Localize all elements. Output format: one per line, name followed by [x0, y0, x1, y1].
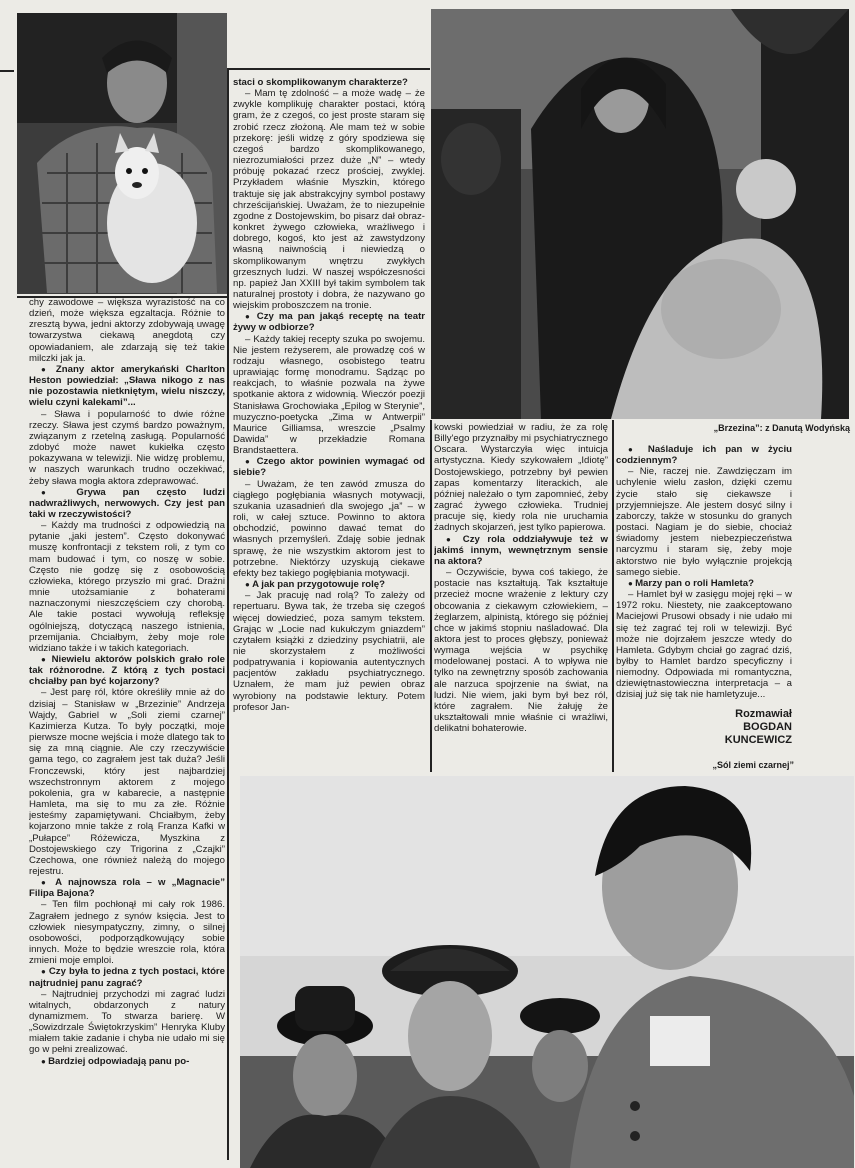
interview-question: ● Niewielu aktorów polskich grało role tak różnorodne. Z którą z tych postaci chciałby pan być kojarzony?: [29, 654, 225, 687]
article-column-1: [29, 297, 225, 1165]
signature-line: Rozmawiał: [735, 708, 792, 720]
column-divider: [227, 70, 229, 1160]
photo-caption-brzezina: „Brzezina”: z Danutą Wodyńską: [713, 423, 850, 433]
interview-paragraph: – Najtrudniej przychodzi mi zagrać ludzi witalnych, obdarzonych z natury dynamizmem. To stwarza barierę. W „Sowizdrzale Świętokrzyskim” Henryka Kluby miałem takie zadanie i chyba nie udało mi się go w pełni zrealizować.: [29, 988, 225, 1056]
column-divider: [430, 420, 432, 772]
article-column-3: [434, 422, 608, 772]
interview-question: ● Czy ma pan jakąś receptę na teatr żywy w odbiorze?: [233, 311, 425, 333]
signature-line: KUNCEWICZ: [724, 734, 792, 746]
article-column-4: [616, 444, 792, 706]
interview-question: ● Grywa pan często ludzi nadwrażliwych, nerwowych. Czy jest pan taki w rzeczywistości?: [29, 487, 225, 520]
interview-paragraph: – Jak pracuję nad rolą? To zależy od repertuaru. Bywa tak, że trzeba się czegoś więcej dowiedzieć, poza samym tekstem. Grając w „Locie nad kukułczym gniazdem” czytałem książki z dziedziny psychiatrii, ale nie skorzystałem z możliwości podpatrywania i kopiowania autentycznych pacjentów zakładu psychiatrycznego. Uznałem, że mam już pewien obraz wyrobiony na podstawie lektury. Potem profesor Jan-: [233, 590, 425, 713]
interview-paragraph: – Jest parę ról, które określiły mnie aż do dzisiaj – Stanisław w „Brzezinie” Andrzeja Wajdy, Gabriel w „Soli ziemi czarnej” Kazimierza Kutza. To były początki, moje pierwsze mocne wejścia i może dlatego tak to się za mną ciągnie. Ale czy rzeczywiście gama tego, co zagrałem jest tak duża? Jeśli Fronczewski, który jest najbardziej wszechstronnym aktorem z mojego pokolenia, gra w kabarecie, a następnie Hamleta, ma się to mu za złe. Różnie jesteśmy zapamiętywani. Chciałbym, żeby kojarzono mnie także z rolą Franza Kafki w „Pułapce” Różewicza, Myszkina z Dostojewskiego czy Trigorina z „Czajki” Czechowa, one również należą do mojego rejestru.: [29, 687, 225, 877]
interview-paragraph: – Każdy ma trudności z odpowiedzią na pytanie „jaki jestem”. Często dokonywać muszę konfrontacji z tekstem roli, z tym co mam budować i tym, co noszę w sobie. Często nie godzę się z osobowością człowieka, którego przyszło mi grać. Drażni mnie utożsamianie z bohaterami naznaczonymi nieszczęściem czy chorobą. Ale takie postaci wywołują refleksję ogólniejszą, dotyczącą naszego istnienia, przemijania. Chciałbym, żeby moje role widziano także i w takich kategoriach.: [29, 520, 225, 654]
interview-paragraph: staci o skomplikowanym charakterze?: [233, 77, 408, 88]
interview-question: ● Naśladuje ich pan w życiu codziennym?: [616, 444, 792, 466]
interview-paragraph: – Sława i popularność to dwie różne rzeczy. Sława jest czymś bardzo poważnym, związanym z rzetelną zasługą. Popularność zdobyć może nawet kukiełka często pokazywana w telewizji. Nie widzę problemu, w naszych warunkach trudno oczekiwać, żeby sława mogła aktora zdeprawować.: [29, 408, 225, 487]
interview-question: ● Czego aktor powinien wymagać od siebie?: [233, 456, 425, 478]
interview-paragraph: kowski powiedział w radiu, że za rolę Billy'ego przyznałby mi psychiatrycznego Oscara. Wystarczyła więc intuicja artystyczna. Kiedy szykowałem „Idiotę” Dostojewskiego, potrzebny był pewien zapas komentarzy literackich, ale później należało o tym zapomnieć, żeby zagrać żywego człowieka. Trudniej pracuje się, kiedy rola nie uruchamia żadnych skojarzeń, jest tylko papierowa.: [434, 422, 608, 534]
interview-paragraph: – Hamlet był w zasięgu mojej ręki – w 1972 roku. Niestety, nie zaakceptowano Maciejowi Prusowi obsady i nie udało mi się też zagrać tej roli w telewizji. Być może nie dojrzałem jeszcze wtedy do Hamleta. Gdybym chciał go zagrać dziś, byłby to Hamlet bardzo specyficzny i niemodny. Odpowiada mi romantyczna, dziewiętnastowieczna interpretacja – a dzisiaj już się tak nie hamletyzuje...: [616, 589, 792, 701]
left-edge-rule: [0, 70, 14, 72]
photo-man-with-dog: [17, 13, 227, 294]
interview-paragraph: – Oczywiście, bywa coś takiego, że postacie nas kształtują. Tak kształtuje przecież mocne wrażenie z lektury czy obcowania z ciekawym człowiekiem, – żeglarzem, alpinistą, którego się później chce w jakimś stopniu naśladować. Dla aktora jest to proces głębszy, ponieważ wymaga wejścia w psychikę modelowanej postaci. A to wpływa nie tylko na zewnętrzny sposób zachowania ale narzuca spojrzenie na świat, na ludzi. Nie wiem, jaki bym był bez ról, które zagrałem. Nie żałuję że ukształtowali mnie właśnie ci wrażliwi, delikatni bohaterowie.: [434, 567, 608, 735]
interview-paragraph: – Ten film pochłonął mi cały rok 1986. Zagrałem jednego z synów księcia. Jest to człowiek niesympatyczny, zimny, o silnej osobowości, podporządkowujący sobie innych. Może to będzie wreszcie rola, która zmieni moje emploi.: [29, 899, 225, 967]
interview-question: ● Marzy pan o roli Hamleta?: [616, 578, 792, 589]
interview-question: ● Znany aktor amerykański Charlton Heston powiedział: „Sława nikogo z nas nie pozostawia nietkniętym, wielu niszczy, wielu czyni kalekami”...: [29, 364, 225, 409]
interview-question: ● Bardziej odpowiadają panu po-: [29, 1056, 225, 1067]
article-column-2: [233, 77, 425, 753]
interview-paragraph: – Uważam, że ten zawód zmusza do ciągłego pogłębiania własnych motywacji, szukania uzasadnień dla swojego „ja” – w roli, w całej sztuce. Powinno to aktora obchodzić, powinno dawać temat do własnych przemyśleń. Zdaję sobie jednak sprawę, że nie wszystkim aktorom jest to potrzebne. Niektórzy uzyskują ciekawe efekty bez takiego pogłębiania motywacji.: [233, 478, 425, 579]
photo-sol-ziemi-czarnej-scene: [240, 776, 854, 1168]
photo-caption-sol-ziemi-czarnej: „Sól ziemi czarnej”: [712, 760, 794, 770]
interview-question: ● A najnowsza rola – w „Magnacie” Filipa Bajona?: [29, 877, 225, 899]
interview-paragraph: – Mam tę zdolność – a może wadę – że zwykle komplikuję charakter postaci, którą gram, że z czegoś, co jest proste staram się zrobić rzecz złożoną. Ale mam też w sobie przekorę: jeśli widzę z góry spodziewa się czegoś bardzo skomplikowanego, niezrozumiałości przez duże „N” – wtedy próbuję pokazać rzecz prościej, zwyklej. Przykładem właśnie Myszkin, którego traktuje się jak abstrakcyjny symbol postawy chrześcijańskiej. Uważam, że to niezupełnie zgodne z Dostojewskim, bo pisarz dał obraz-konkret żywego człowieka, wrażliwego i dobrego, kogoś, kto jest aż zawstydzony własną naiwnością i niewiedzą o skomplikowanym wnętrzu zwykłych grzesznych ludzi. W naszej współczesności np. papież Jan XXIII był takim symbolem tak naturalnej prostoty i dobra, że nazywano go wiejskim proboszczem na tronie.: [233, 88, 425, 312]
interview-question: ● Czy rola oddziaływuje też w jakimś innym, wewnętrznym sensie na aktora?: [434, 534, 608, 567]
column-divider: [612, 420, 614, 772]
interview-question: ● A jak pan przygotowuje rolę?: [233, 579, 425, 590]
photo-brzezina-scene: [431, 9, 849, 419]
interview-paragraph: – Każdy takiej recepty szuka po swojemu. Nie jestem reżyserem, ale prowadzę coś w rodzaju własnego, osobistego teatru uprawiając formę monodramu. Sądząc po reakcjach, to właśnie pozwala na żywe spotkanie aktora z widownią. Wieczór poezji Stanisława Grochowiaka „Epilog w Sterynie”, muzyczno-poetycka „Zima w Antwerpii” Maurice Gilliamsa, wreszcie „Psalmy Dawida” w przekładzie Romana Brandstaettera.: [233, 333, 425, 457]
interview-paragraph: – Nie, raczej nie. Zawdzięczam im uchylenie wielu zasłon, dzięki czemu życie stało się ciekawsze i przyjemniejsze. Ale jestem dosyć silny i zaborczy, także w stosunku do granych postaci. Nagiam je do siebie, chociaż świadomy jestem niebezpieczeństwa narcyzmu i staram się, żeby moje aktorstwo nie było wyłącznie projekcją samego siebie.: [616, 466, 792, 578]
author-signature: [680, 708, 792, 747]
interview-question: ● Czy była to jedna z tych postaci, które najtrudniej panu zagrać?: [29, 966, 225, 988]
signature-line: BOGDAN: [743, 721, 792, 733]
column-header-rule: [227, 68, 430, 70]
interview-paragraph: chy zawodowe – większa wyrazistość na co dzień, może większa egzaltacja. Różnie to zresztą bywa, jedni aktorzy zdobywają uwagę towarzystwa ciekawą anegdotą czy opowiadaniem, ale zdarzają się też takie milczki jak ja.: [29, 297, 225, 364]
